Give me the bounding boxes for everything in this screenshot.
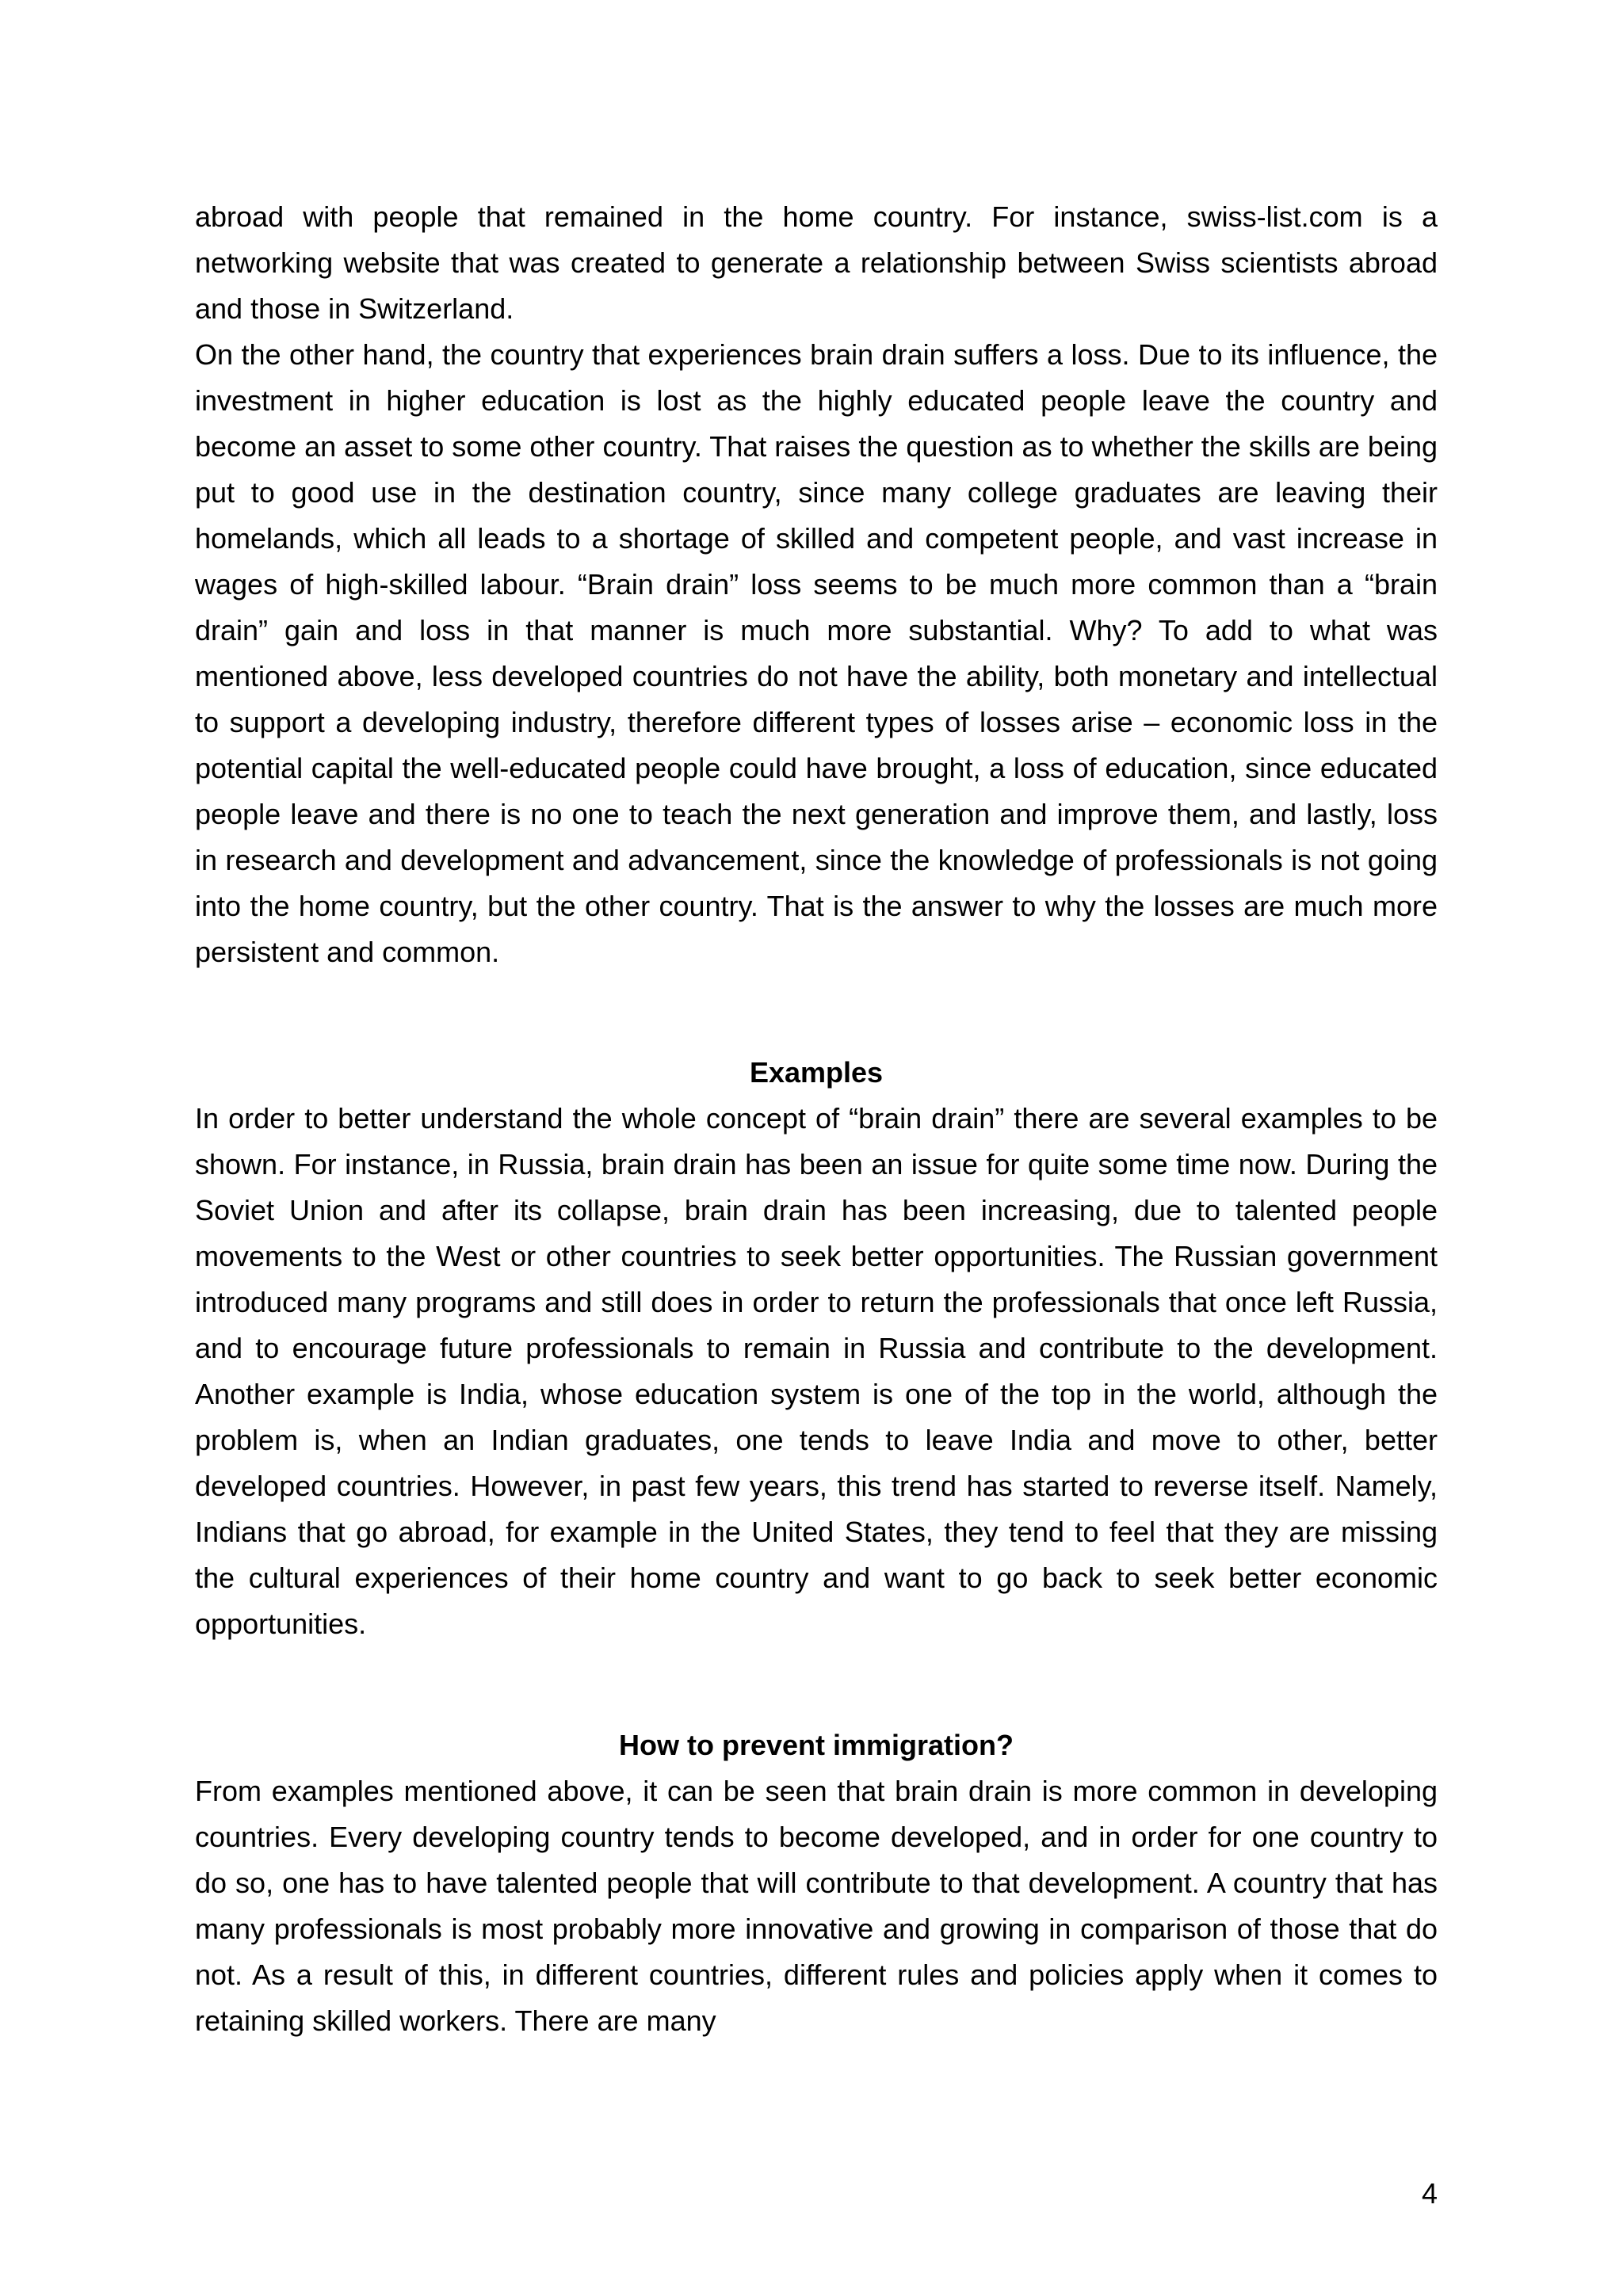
page-number: 4 xyxy=(1421,2177,1438,2210)
paragraph-brain-drain-loss: On the other hand, the country that experiences brain drain suffers a loss. Due to its influence, the investment in higher education is lost as the highly educated people leave the country and become an asset to some other country. That raises the question as to whether the skills are being put to good use in the destination country, since many college graduates are leaving their homelands, which all leads to a shortage of skilled and competent people, and vast increase in wages of high-skilled labour. “Brain drain” loss seems to be much more common than a “brain drain” gain and loss in that manner is much more substantial. Why? To add to what was mentioned above, less developed countries do not have the ability, both monetary and intellectual to support a developing industry, therefore different types of losses arise – economic loss in the potential capital the well-educated people could have brought, a loss of education, since educated people leave and there is no one to teach the next generation and improve them, and lastly, loss in research and development and advancement, since the knowledge of professionals is not going into the home country, but the other country. That is the answer to why the losses are much more persistent and common. xyxy=(195,338,1438,968)
section-heading-examples: Examples xyxy=(749,1056,884,1089)
spacer xyxy=(195,1647,1438,1722)
spacer xyxy=(195,975,1438,1050)
paragraph-prevention: From examples mentioned above, it can be seen that brain drain is more common in developing countries. Every developing country tends to become developed, and in order for one country to do so, one has to have talented people that will contribute to that development. A country that has many professionals is most probably more innovative and growing in comparison of those that do not. As a result of this, in different countries, different rules and policies apply when it comes to retaining skilled workers. There are many xyxy=(195,1775,1438,2037)
paragraph-examples: In order to better understand the whole concept of “brain drain” there are several examples to be shown. For instance, in Russia, brain drain has been an issue for quite some time now. During the Soviet Union and after its collapse, brain drain has been increasing, due to talented people movements to the West or other countries to seek better opportunities. The Russian government introduced many programs and still does in order to return the professionals that once left Russia, and to encourage future professionals to remain in Russia and contribute to the development. Another example is India, whose education system is one of the top in the world, although the problem is, when an Indian graduates, one tends to leave India and move to other, better developed countries. However, in past few years, this trend has started to reverse itself. Namely, Indians that go abroad, for example in the United States, they tend to feel that they are missing the cultural experiences of their home country and want to go back to seek better economic opportunities. xyxy=(195,1102,1438,1640)
page-content xyxy=(195,194,1438,2044)
section-heading-prevent-immigration: How to prevent immigration? xyxy=(618,1729,1014,1761)
paragraph-networking: abroad with people that remained in the home country. For instance, swiss-list.com is a networking website that was created to generate a relationship between Swiss scientists abroad and those in Switzerland. xyxy=(195,200,1438,325)
